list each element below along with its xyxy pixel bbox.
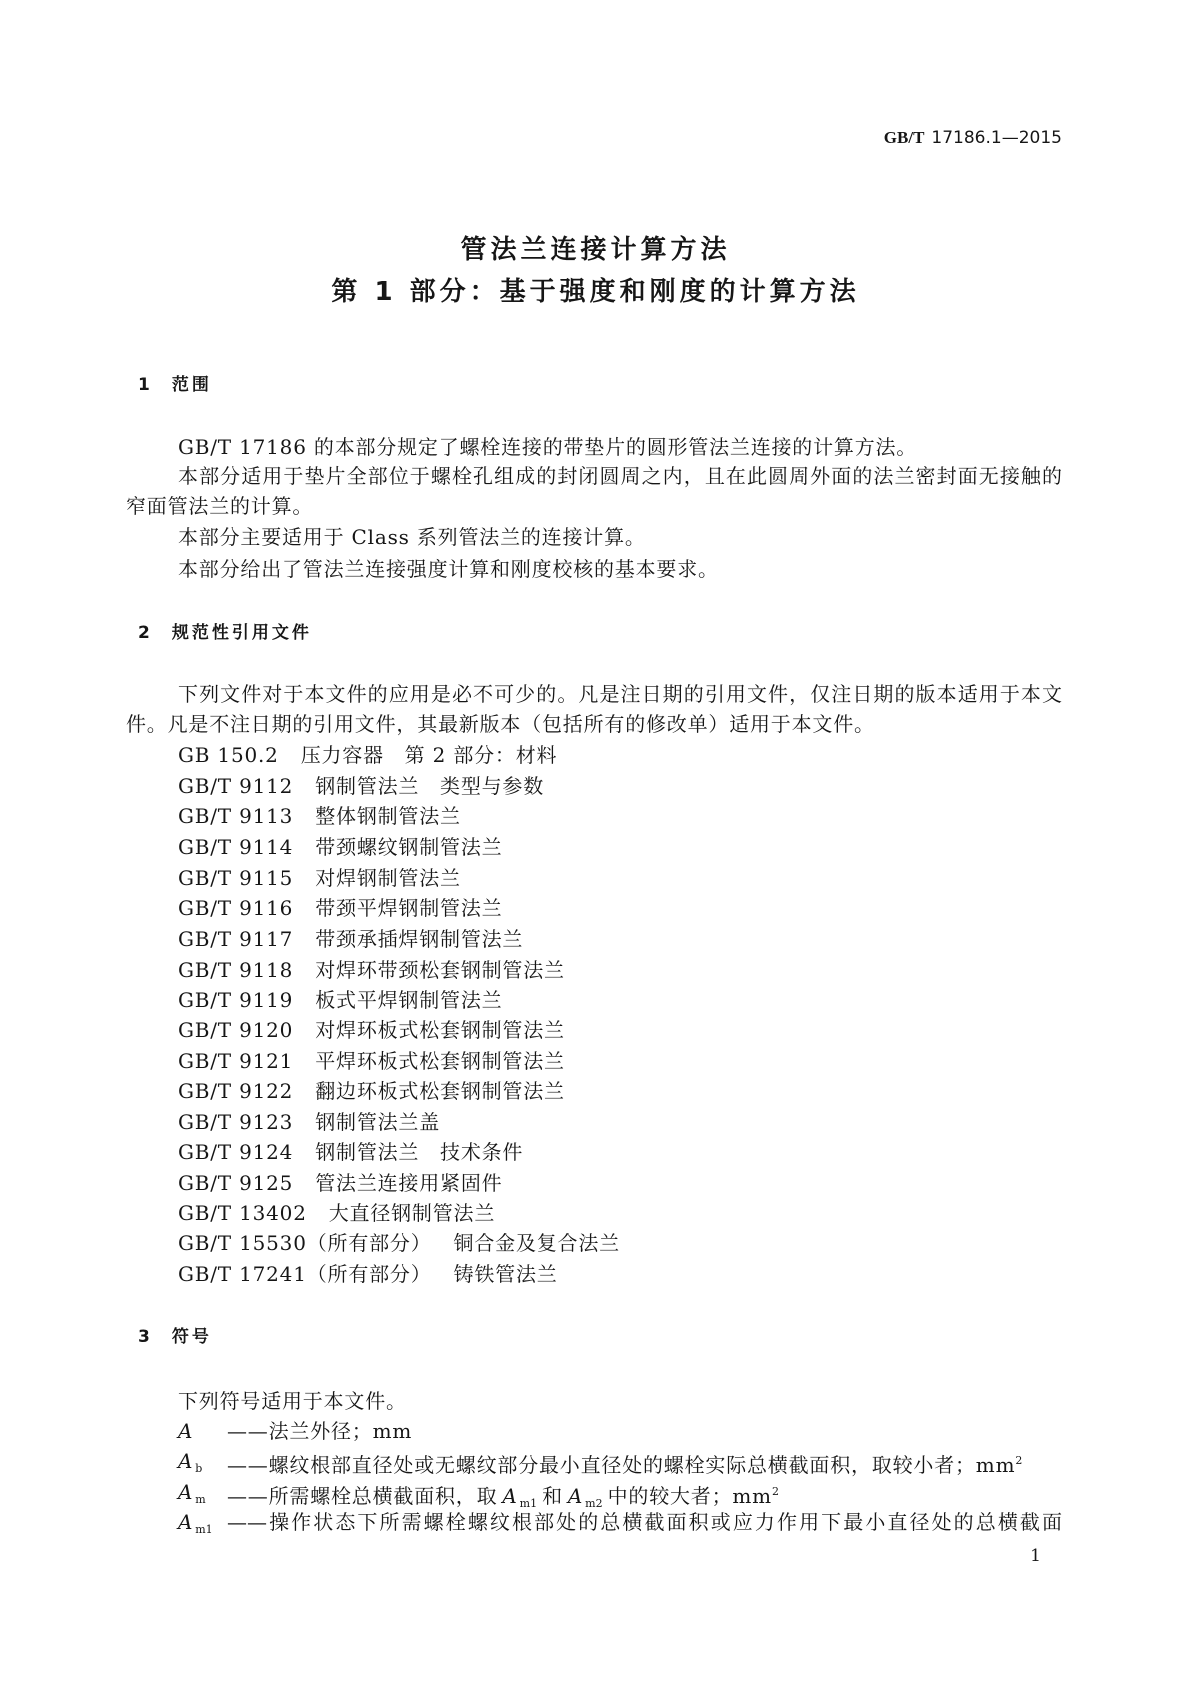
references-intro-line: 下列文件对于本文件的应用是必不可少的。凡是注日期的引用文件，仅注日期的版本适用于本文	[178, 682, 1062, 706]
standard-number: 17186.1—2015	[931, 128, 1062, 148]
section-heading-symbols	[138, 1322, 212, 1352]
reference-item	[178, 1076, 565, 1106]
reference-title: 带颈承插焊钢制管法兰	[315, 927, 524, 951]
references-intro-line: 件。凡是不注日期的引用文件，其最新版本（包括所有的修改单）适用于本文件。	[126, 712, 875, 736]
reference-title: 带颈螺纹钢制管法兰	[315, 835, 503, 859]
inline-symbol-subscript: m2	[585, 1497, 603, 1510]
reference-title: 对焊环带颈松套钢制管法兰	[315, 958, 565, 982]
scope-paragraph-line: 本部分主要适用于 Class 系列管法兰的连接计算。	[178, 525, 646, 549]
reference-title: 大直径钢制管法兰	[328, 1201, 496, 1225]
reference-code: GB/T 9122	[178, 1079, 294, 1103]
symbols-intro: 下列符号适用于本文件。	[178, 1389, 407, 1413]
scope-paragraph-line: 本部分给出了管法兰连接强度计算和刚度校核的基本要求。	[178, 557, 719, 581]
reference-item	[178, 801, 461, 831]
reference-item	[178, 771, 544, 801]
reference-item	[178, 832, 502, 862]
reference-title: 铜合金及复合法兰	[453, 1231, 620, 1255]
reference-title: 翻边环板式松套钢制管法兰	[315, 1079, 565, 1103]
scope-paragraph-line: 窄面管法兰的计算。	[126, 494, 314, 518]
reference-code: GB/T 13402	[178, 1201, 307, 1225]
reference-title: 压力容器 第 2 部分：材料	[300, 743, 558, 767]
reference-item	[178, 1198, 495, 1228]
reference-code: GB/T 9114	[178, 835, 294, 859]
symbol-definition	[178, 1507, 1062, 1545]
reference-code: GB/T 9125	[178, 1171, 294, 1195]
symbol-description: ——操作状态下所需螺栓螺纹根部处的总横截面积或应力作用下最小直径处的总横截面	[227, 1510, 1062, 1534]
reference-item	[178, 1137, 523, 1167]
reference-code: GB/T 9120	[178, 1018, 294, 1042]
reference-title: 钢制管法兰盖	[315, 1110, 441, 1134]
inline-symbol-letter: A	[502, 1484, 518, 1508]
symbol-subscript: m	[195, 1493, 206, 1506]
reference-item	[178, 955, 565, 985]
symbol-description: ——法兰外径；mm	[227, 1419, 413, 1443]
symbol	[178, 1416, 227, 1446]
reference-title: 管法兰连接用紧固件	[315, 1171, 503, 1195]
inline-symbol	[502, 1484, 537, 1508]
inline-symbol	[568, 1484, 603, 1508]
reference-item	[178, 863, 461, 893]
section-title: 范围	[171, 375, 212, 395]
reference-code: GB/T 15530（所有部分）	[178, 1231, 432, 1255]
reference-title: 对焊钢制管法兰	[315, 866, 461, 890]
page-number: 1	[1030, 1546, 1041, 1566]
symbol-description-text: 中的较大者；mm	[607, 1484, 772, 1508]
reference-code: GB/T 9118	[178, 958, 294, 982]
reference-item	[178, 1228, 620, 1258]
reference-code: GB/T 9119	[178, 988, 294, 1012]
reference-item	[178, 924, 523, 954]
reference-item	[178, 1107, 440, 1137]
symbol-subscript: m1	[195, 1523, 213, 1536]
reference-code: GB 150.2	[178, 743, 279, 767]
section-number: 1	[138, 375, 150, 395]
section-heading-scope	[138, 370, 212, 400]
reference-code: GB/T 9117	[178, 927, 294, 951]
reference-code: GB/T 9124	[178, 1140, 294, 1164]
section-title: 符号	[171, 1327, 212, 1347]
reference-title: 板式平焊钢制管法兰	[315, 988, 503, 1012]
reference-code: GB/T 9115	[178, 866, 294, 890]
reference-title: 钢制管法兰 类型与参数	[315, 774, 545, 798]
reference-item	[178, 1259, 558, 1289]
standard-prefix: GB/T	[883, 128, 925, 147]
reference-item	[178, 1046, 565, 1076]
reference-item	[178, 1168, 502, 1198]
reference-code: GB/T 9116	[178, 896, 294, 920]
symbol-description-text: 和	[542, 1484, 563, 1508]
inline-symbol-letter: A	[567, 1484, 584, 1508]
scope-paragraph-line: 本部分适用于垫片全部位于螺栓孔组成的封闭圆周之内，且在此圆周外面的法兰密封面无接触的	[178, 464, 1062, 488]
section-number: 2	[138, 623, 150, 643]
scope-paragraph-line: GB/T 17186 的本部分规定了螺栓连接的带垫片的圆形管法兰连接的计算方法。	[178, 435, 918, 459]
unit-exponent: 2	[771, 1485, 779, 1498]
symbol-description-text: ——所需螺栓总横截面积，取	[227, 1484, 498, 1508]
reference-title: 平焊环板式松套钢制管法兰	[315, 1049, 565, 1073]
section-heading-normative-references	[138, 618, 312, 648]
symbol-letter: A	[178, 1510, 194, 1534]
reference-title: 对焊环板式松套钢制管法兰	[315, 1018, 565, 1042]
reference-title: 带颈平焊钢制管法兰	[315, 896, 503, 920]
symbol-subscript: b	[195, 1462, 203, 1475]
reference-title: 钢制管法兰 技术条件	[315, 1140, 524, 1164]
inline-symbol-subscript: m1	[519, 1497, 538, 1510]
unit-exponent: 2	[1015, 1454, 1023, 1467]
reference-code: GB/T 9112	[178, 774, 294, 798]
symbol	[178, 1507, 227, 1545]
reference-title: 整体钢制管法兰	[315, 804, 461, 828]
reference-item	[178, 893, 502, 923]
symbol-letter: A	[178, 1480, 194, 1504]
document-title-line-2: 第 1 部分：基于强度和刚度的计算方法	[331, 277, 860, 307]
document-title-line-1: 管法兰连接计算方法	[460, 235, 731, 265]
section-title: 规范性引用文件	[171, 623, 312, 643]
reference-code: GB/T 9121	[178, 1049, 294, 1073]
section-number: 3	[138, 1327, 150, 1347]
symbol-letter: A	[178, 1449, 194, 1473]
reference-item	[178, 1015, 565, 1045]
symbol-description-text: ——螺纹根部直径处或无螺纹部分最小直径处的螺栓实际总横截面积，取较小者；mm	[227, 1453, 1016, 1477]
standard-number-header	[884, 126, 1062, 150]
reference-title: 铸铁管法兰	[453, 1262, 558, 1286]
reference-item	[178, 985, 502, 1015]
symbol-letter: A	[178, 1419, 194, 1443]
reference-code: GB/T 17241（所有部分）	[178, 1262, 432, 1286]
reference-code: GB/T 9113	[178, 804, 294, 828]
reference-code: GB/T 9123	[178, 1110, 294, 1134]
reference-item	[178, 740, 557, 770]
symbol-definition	[178, 1416, 412, 1446]
